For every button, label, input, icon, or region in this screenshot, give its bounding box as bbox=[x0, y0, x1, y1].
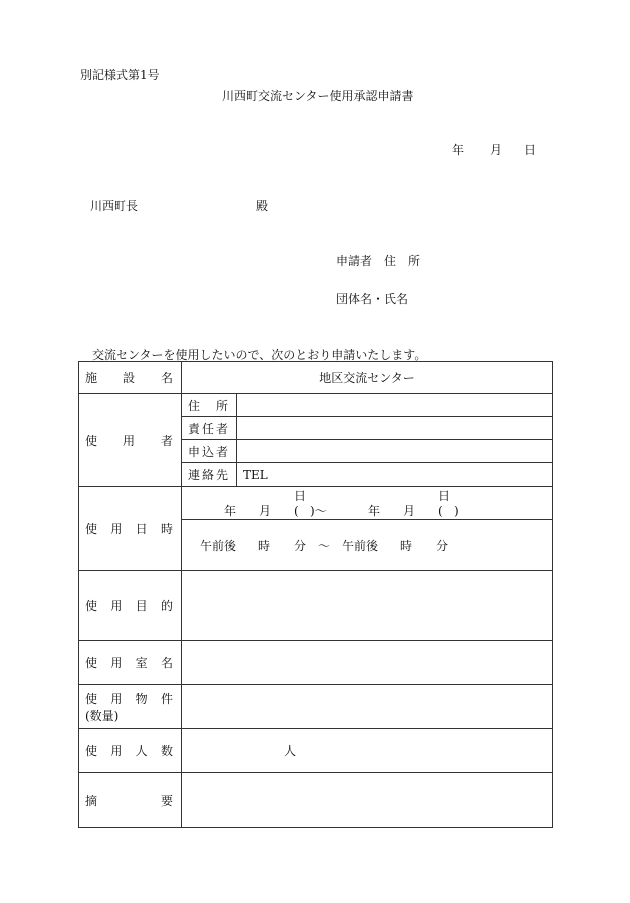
user-applicant-char: 者 bbox=[215, 444, 228, 459]
user-contact-char: 連 bbox=[188, 468, 201, 482]
headcount-row bbox=[79, 729, 553, 773]
facility-value-cell[interactable] bbox=[182, 362, 553, 394]
user-label-cell bbox=[79, 394, 182, 487]
user-contact-tel-label: TEL bbox=[243, 467, 268, 482]
user-manager-label-cell bbox=[182, 417, 237, 440]
user-address-char: 所 bbox=[215, 398, 228, 413]
user-contact-value-cell[interactable] bbox=[237, 463, 553, 487]
user-address-value-cell[interactable] bbox=[237, 394, 553, 417]
application-date bbox=[452, 141, 536, 158]
time-ampm-1: 午前後 bbox=[200, 538, 237, 553]
room-label-cell bbox=[79, 641, 182, 685]
facility-row bbox=[79, 362, 553, 394]
user-applicant-label-cell bbox=[182, 440, 237, 463]
headcount-value-cell[interactable] bbox=[182, 729, 553, 773]
user-manager-char: 責 bbox=[188, 421, 201, 436]
date-year-1: 年 bbox=[224, 504, 237, 518]
room-label-char: 使 bbox=[85, 656, 98, 670]
applicant-name-label: 団体名・氏名 bbox=[336, 292, 409, 306]
room-row bbox=[79, 641, 553, 685]
purpose-label-char: 用 bbox=[110, 599, 123, 613]
time-ampm-2: 午前後 bbox=[342, 538, 379, 553]
document-title: 川西町交流センター使用承認申請書 bbox=[222, 89, 414, 103]
facility-label-char: 名 bbox=[160, 371, 173, 385]
user-manager-value-cell[interactable] bbox=[237, 417, 553, 440]
equipment-label-char: 用 bbox=[110, 691, 123, 706]
headcount-label-char: 数 bbox=[160, 744, 173, 758]
room-label-char: 用 bbox=[110, 656, 123, 670]
purpose-label-cell bbox=[79, 571, 182, 641]
date-year-label: 年 bbox=[452, 143, 465, 157]
date-close-tilde: )〜 bbox=[310, 504, 327, 518]
headcount-label-cell bbox=[79, 729, 182, 773]
date-day-open-2: 日( bbox=[438, 489, 451, 518]
datetime-label-char: 用 bbox=[110, 522, 123, 536]
time-hour-2: 時 bbox=[400, 538, 413, 553]
user-applicant-char: 申 bbox=[188, 444, 201, 459]
purpose-label-char: 使 bbox=[85, 599, 98, 613]
remarks-label-cell bbox=[79, 773, 182, 828]
user-contact-label-cell bbox=[182, 463, 237, 487]
addressee-honorific: 殿 bbox=[256, 199, 269, 213]
purpose-row bbox=[79, 571, 553, 641]
headcount-label-char: 用 bbox=[110, 744, 123, 758]
headcount-label-char: 人 bbox=[135, 744, 148, 758]
date-month-2: 月 bbox=[403, 504, 416, 518]
equipment-label-cell bbox=[79, 685, 182, 729]
date-close-2: ) bbox=[454, 504, 459, 518]
headcount-label-char: 使 bbox=[85, 744, 98, 758]
addressee-name: 川西町長 bbox=[90, 199, 139, 213]
equipment-label-char: 件 bbox=[160, 691, 173, 706]
room-label-char: 名 bbox=[160, 656, 173, 670]
facility-value: 地区交流センター bbox=[319, 371, 415, 385]
headcount-unit: 人 bbox=[284, 744, 297, 758]
user-label-char: 使 bbox=[85, 433, 98, 448]
remarks-value-cell[interactable] bbox=[182, 773, 553, 828]
datetime-label-cell bbox=[79, 487, 182, 571]
remarks-row bbox=[79, 773, 553, 828]
user-label-char: 用 bbox=[122, 433, 135, 448]
intro-text: 交流センターを使用したいので、次のとおり申請いたします。 bbox=[92, 348, 427, 362]
time-tilde: 〜 bbox=[318, 538, 331, 553]
time-min-1: 分 bbox=[294, 538, 307, 553]
user-applicant-char: 込 bbox=[201, 444, 214, 459]
user-label-char: 者 bbox=[160, 433, 173, 448]
datetime-time-value-cell[interactable] bbox=[182, 520, 553, 571]
form-number: 別記様式第1号 bbox=[80, 68, 160, 82]
facility-label-char: 設 bbox=[122, 371, 135, 385]
user-contact-char: 絡 bbox=[201, 468, 214, 482]
applicant-address-label: 申請者 住 所 bbox=[336, 254, 421, 268]
purpose-label-char: 的 bbox=[160, 599, 173, 613]
equipment-label-char: 物 bbox=[135, 691, 148, 706]
user-contact-char: 先 bbox=[215, 468, 228, 482]
user-address-char: 住 bbox=[188, 398, 201, 413]
user-manager-char: 任 bbox=[201, 421, 214, 436]
room-label-char: 室 bbox=[135, 656, 148, 670]
date-year-2: 年 bbox=[368, 504, 381, 518]
user-address-label-cell bbox=[182, 394, 237, 417]
equipment-row bbox=[79, 685, 553, 729]
user-applicant-value-cell[interactable] bbox=[237, 440, 553, 463]
user-manager-char: 者 bbox=[215, 421, 228, 436]
facility-label-char: 施 bbox=[85, 371, 98, 385]
room-value-cell[interactable] bbox=[182, 641, 553, 685]
date-day-open-1: 日( bbox=[294, 489, 307, 518]
datetime-label-char: 時 bbox=[160, 522, 173, 536]
datetime-label-char: 使 bbox=[85, 522, 98, 536]
datetime-label-char: 日 bbox=[135, 522, 148, 536]
user-address-row bbox=[79, 394, 553, 417]
remarks-label-char: 摘 bbox=[85, 793, 98, 808]
purpose-label-char: 目 bbox=[135, 599, 148, 613]
equipment-label-sub: (数量) bbox=[85, 708, 119, 723]
equipment-label-char: 使 bbox=[85, 691, 98, 706]
application-form-table bbox=[78, 361, 553, 828]
date-day-label: 日 bbox=[524, 143, 537, 157]
time-min-2: 分 bbox=[436, 538, 449, 553]
facility-label-cell bbox=[79, 362, 182, 394]
remarks-label-char: 要 bbox=[160, 793, 173, 808]
datetime-date-value-cell[interactable] bbox=[182, 487, 553, 520]
time-hour-1: 時 bbox=[258, 538, 271, 553]
datetime-date-row bbox=[79, 487, 553, 520]
purpose-value-cell[interactable] bbox=[182, 571, 553, 641]
date-month-label: 月 bbox=[490, 143, 503, 157]
date-month-1: 月 bbox=[259, 504, 272, 518]
equipment-value-cell[interactable] bbox=[182, 685, 553, 729]
